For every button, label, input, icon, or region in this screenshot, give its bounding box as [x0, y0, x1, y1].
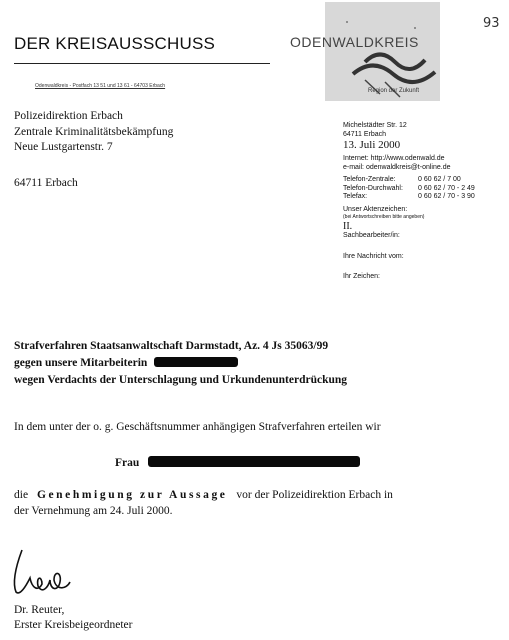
logo-tagline: Region der Zukunft: [368, 88, 420, 94]
office-internet: Internet: http://www.odenwald.de: [343, 155, 445, 162]
letter-date: 13. Juli 2000: [343, 139, 401, 151]
recipient-line-2: Zentrale Kriminalitätsbekämpfung: [14, 125, 174, 138]
recipient-line-1: Polizeidirektion Erbach: [14, 110, 123, 122]
approval-emphasis: Genehmigung zur Aussage: [36, 489, 228, 501]
recipient-city: 64711 Erbach: [14, 177, 78, 189]
logo-wordmark: ODENWALDKREIS: [290, 34, 419, 50]
letterhead-rule: [14, 63, 270, 64]
approval-paragraph: [14, 487, 393, 519]
aktenzeichen-value: II.: [343, 221, 353, 232]
redaction-bar: [148, 456, 360, 467]
office-email: e-mail: odenwaldkreis@t-online.de: [343, 163, 451, 171]
office-city: 64711 Erbach: [343, 130, 387, 138]
subject-line-3: wegen Verdachts der Unterschlagung und Urkundenunterdrückung: [14, 374, 348, 386]
phone-value: 0 60 62 / 70 - 2 49: [418, 184, 475, 192]
signer-block: [14, 603, 132, 633]
aktenzeichen-note: (bei Antwortschreiben bitte angeben): [343, 214, 425, 220]
district-logo: [325, 2, 440, 101]
recipient-address: [14, 109, 173, 156]
phone-row-central: [343, 176, 475, 185]
sender-return-address: Odenwaldkreis - Postfach 13 51 und 13 61 - 64703 Erbach: [35, 83, 166, 89]
phone-row-direct: [343, 185, 475, 194]
office-street: Michelstädter Str. 12: [343, 122, 407, 129]
redaction-bar: [154, 357, 238, 367]
phone-label: Telefon-Durchwahl:: [343, 184, 403, 192]
phone-label: Telefax:: [343, 193, 368, 200]
phone-row-fax: [343, 193, 475, 202]
letterhead-title: DER KREISAUSSCHUSS: [14, 34, 216, 53]
body-paragraph: In dem unter der o. g. Geschäftsnummer anhängigen Strafverfahren erteilen wir: [14, 421, 381, 433]
approval-pre: die: [14, 489, 29, 501]
approval-line-2: der Vernehmung am 24. Juli 2000.: [14, 505, 173, 517]
phone-label: Telefon-Zentrale:: [343, 176, 396, 183]
signature-graphic: [8, 548, 88, 598]
sachbearbeiter-label: Sachbearbeiter/in:: [343, 232, 400, 239]
handwritten-signature: [8, 548, 88, 603]
aktenzeichen-label: Unser Aktenzeichen:: [343, 205, 408, 213]
signer-title: Erster Kreisbeigeordneter: [14, 619, 133, 631]
subject-line-2: [14, 355, 347, 372]
subject-line-1: Strafverfahren Staatsanwaltschaft Darmstadt, Az. 4 Js 35063/99: [14, 340, 329, 352]
phone-value: 0 60 62 / 70 - 3 90: [418, 193, 475, 200]
approval-post: vor der Polizeidirektion Erbach in: [236, 489, 393, 501]
phone-value: 0 60 62 / 7 00: [418, 176, 461, 183]
subject-block: [14, 338, 347, 389]
frau-salutation: Frau: [115, 457, 140, 469]
handwritten-page-number: 93: [483, 16, 500, 31]
ihr-zeichen-label: Ihr Zeichen:: [343, 273, 380, 280]
info-column: [343, 122, 475, 282]
signer-name: Dr. Reuter,: [14, 604, 65, 616]
ihre-nachricht-label: Ihre Nachricht vom:: [343, 252, 404, 260]
logo-graphic: [325, 2, 440, 101]
named-person-line: [115, 456, 360, 469]
subject-line-2-text: gegen unsere Mitarbeiterin: [14, 357, 148, 369]
recipient-line-3: Neue Lustgartenstr. 7: [14, 141, 113, 153]
